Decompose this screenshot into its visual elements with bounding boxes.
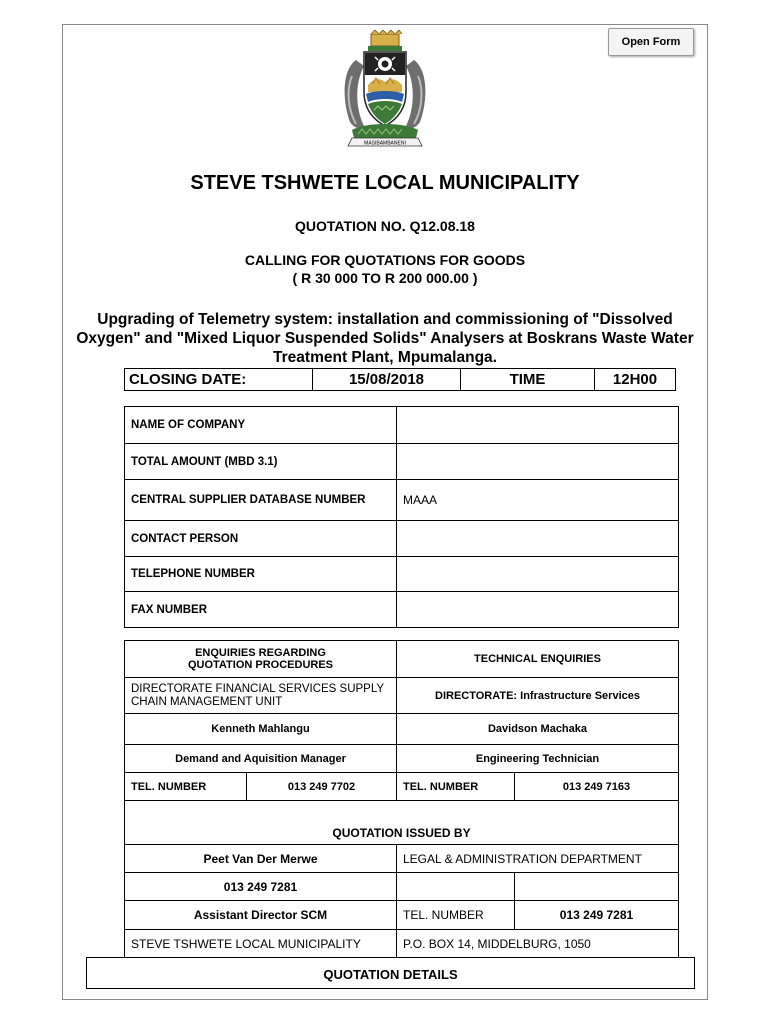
open-form-button[interactable]: Open Form [608, 28, 694, 56]
project-description: Upgrading of Telemetry system: installation and commissioning of "Dissolved Oxygen" and "Mixed Liquor Suspended Solids" Analysers at Boskrans Waste Water Treatment Plant, Mpumalanga. [76, 311, 694, 366]
crest-motto: MASIBAMBANENI [364, 140, 406, 147]
closing-date-label: CLOSING DATE: [125, 369, 313, 391]
technical-tel-label: TEL. NUMBER [397, 773, 515, 801]
procedures-directorate: DIRECTORATE FINANCIAL SERVICES SUPPLY CHAIN MANAGEMENT UNIT [125, 678, 397, 714]
procedures-contact-title: Demand and Aquisition Manager [125, 745, 397, 773]
csd-number-label: CENTRAL SUPPLIER DATABASE NUMBER [125, 480, 397, 521]
issuer-municipality: STEVE TSHWETE LOCAL MUNICIPALITY [125, 930, 397, 958]
quotation-number: QUOTATION NO. Q12.08.18 [295, 218, 475, 234]
issuer-position: Assistant Director SCM [125, 901, 397, 930]
procedures-tel-number: 013 249 7702 [247, 773, 397, 801]
procedures-contact-name: Kenneth Mahlangu [125, 714, 397, 745]
issuer-address: P.O. BOX 14, MIDDELBURG, 1050 [397, 930, 679, 958]
quotation-issued-header: QUOTATION ISSUED BY [125, 801, 679, 845]
issuer-blank-cell-2 [515, 873, 679, 901]
contact-person-field[interactable] [397, 521, 679, 557]
technical-tel-number: 013 249 7163 [515, 773, 679, 801]
closing-time-value: 12H00 [595, 369, 676, 391]
total-amount-field[interactable] [397, 444, 679, 480]
municipality-title: STEVE TSHWETE LOCAL MUNICIPALITY [190, 172, 580, 194]
technical-enquiries-header: TECHNICAL ENQUIRIES [397, 641, 679, 678]
quotation-details-header: QUOTATION DETAILS [86, 957, 695, 989]
municipal-crest-logo [338, 30, 432, 154]
contact-person-label: CONTACT PERSON [125, 521, 397, 557]
fax-number-label: FAX NUMBER [125, 592, 397, 628]
issuer-tel-number: 013 249 7281 [515, 901, 679, 930]
enquiries-table [124, 640, 679, 958]
company-name-field[interactable] [397, 407, 679, 444]
company-name-label: NAME OF COMPANY [125, 407, 397, 444]
issuer-tel-label: TEL. NUMBER [397, 901, 515, 930]
procedures-tel-label: TEL. NUMBER [125, 773, 247, 801]
issuer-blank-cell [397, 873, 515, 901]
csd-number-field[interactable]: MAAA [397, 480, 679, 521]
calling-line-1: CALLING FOR QUOTATIONS FOR GOODS [244, 252, 526, 268]
issuer-phone: 013 249 7281 [125, 873, 397, 901]
telephone-number-label: TELEPHONE NUMBER [125, 557, 397, 592]
technical-directorate: DIRECTORATE: Infrastructure Services [397, 678, 679, 714]
technical-contact-title: Engineering Technician [397, 745, 679, 773]
company-details-table [124, 406, 679, 628]
telephone-number-field[interactable] [397, 557, 679, 592]
total-amount-label: TOTAL AMOUNT (MBD 3.1) [125, 444, 397, 480]
closing-date-table [124, 368, 676, 391]
technical-contact-name: Davidson Machaka [397, 714, 679, 745]
fax-number-field[interactable] [397, 592, 679, 628]
closing-time-label: TIME [461, 369, 595, 391]
closing-date-value: 15/08/2018 [313, 369, 461, 391]
issuer-name: Peet Van Der Merwe [125, 845, 397, 873]
calling-line-2: ( R 30 000 TO R 200 000.00 ) [292, 270, 478, 286]
issuer-department: LEGAL & ADMINISTRATION DEPARTMENT [397, 845, 679, 873]
procedures-enquiries-header: ENQUIRIES REGARDING QUOTATION PROCEDURES [125, 641, 397, 678]
